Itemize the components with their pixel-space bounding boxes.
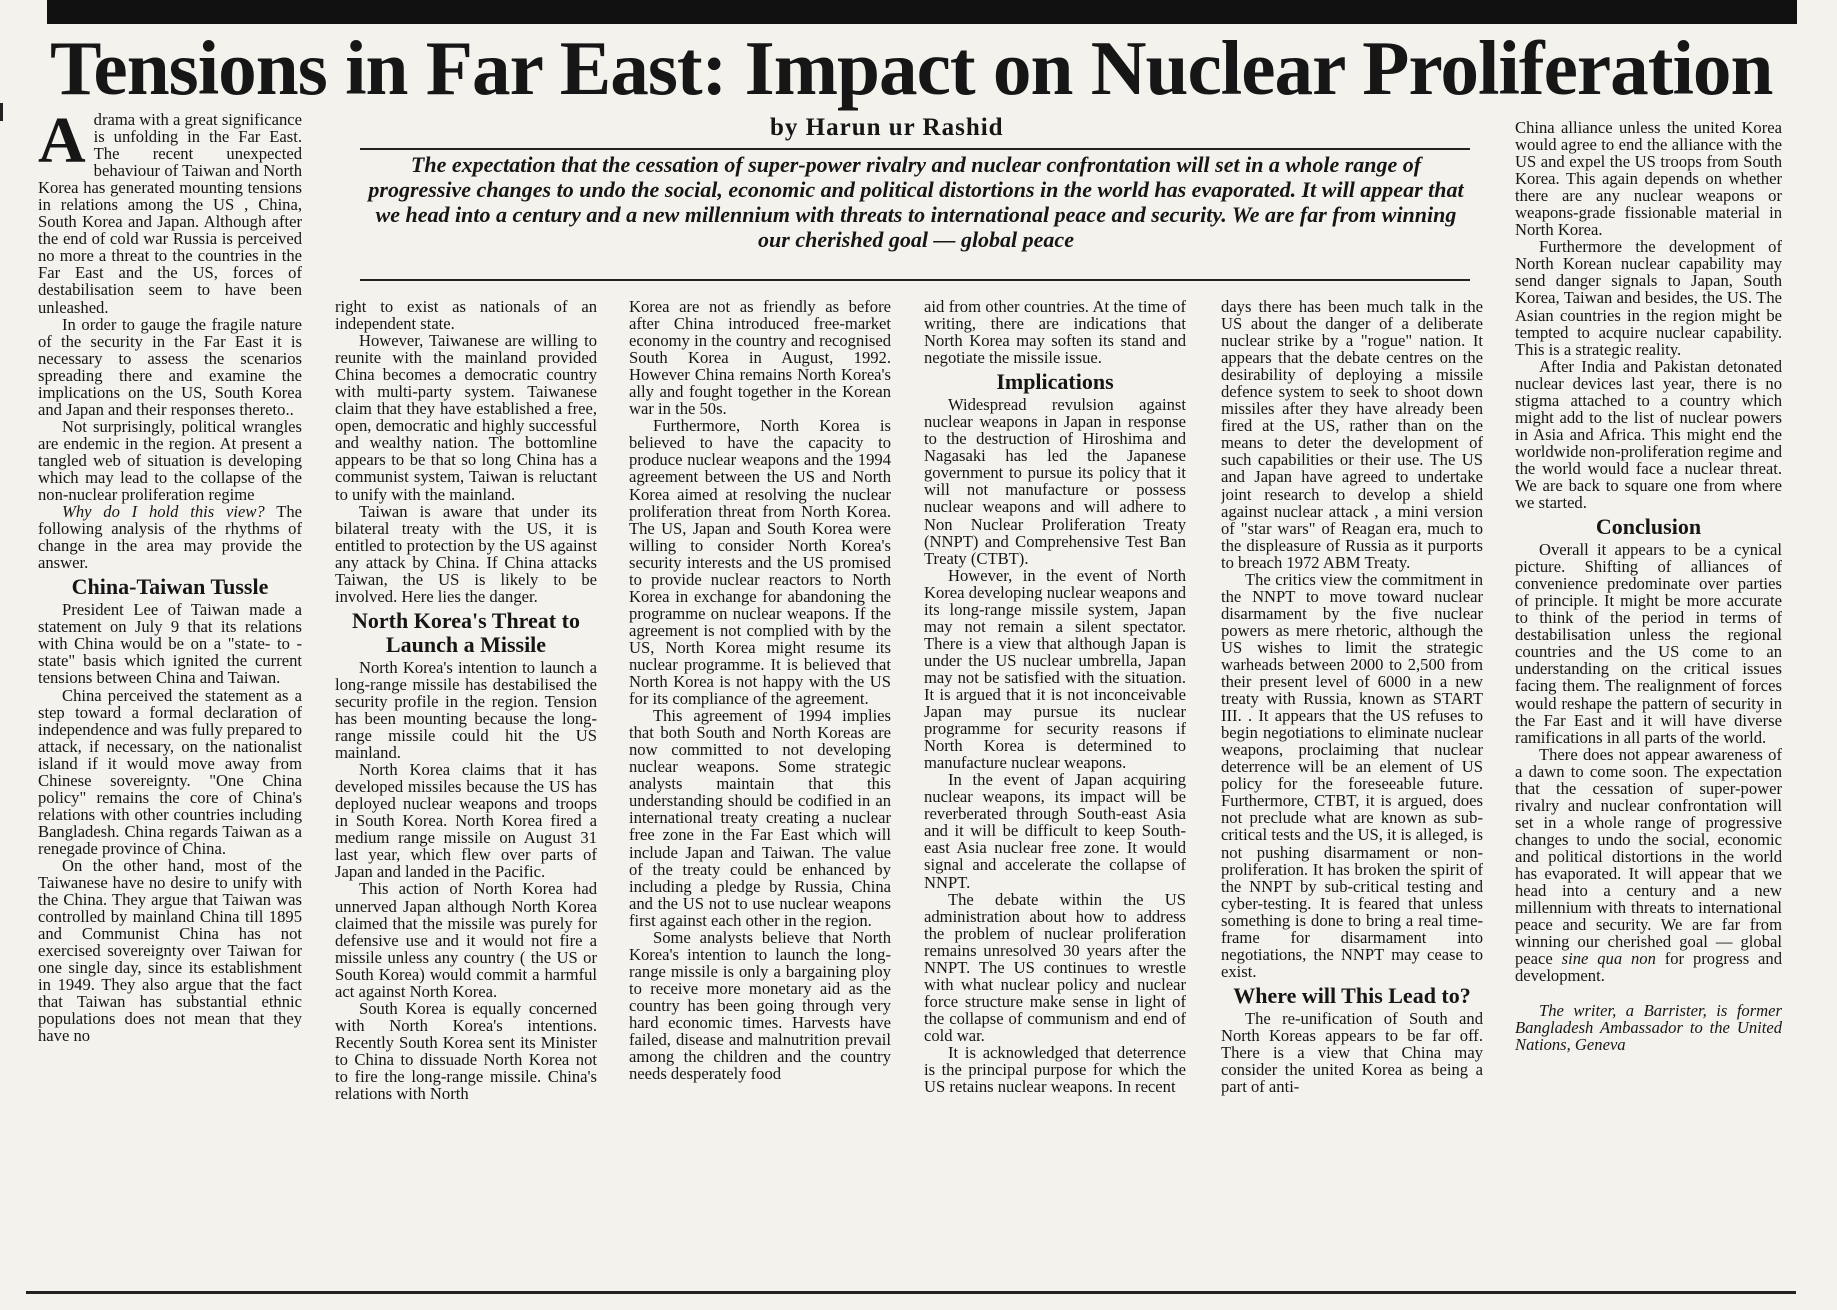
- paragraph-text: There does not appear awareness of a dawn to come soon. The expectation that the cessation of super-power rivalry and nuclear confrontation will set in a whole range of progressive changes to undo the social, economic and political distortions in the world has evaporated. It will appear that we head into a century and a new millennium with threats to international peace and security. We are far from winning our cherished goal — global peace: [1515, 744, 1782, 969]
- deck-top-rule: [360, 148, 1470, 150]
- paragraph: It is acknowledged that deterrence is the principal purpose for which the US retains nuclear weapons. In recent: [924, 1042, 1186, 1097]
- paragraph: On the other hand, most of the Taiwanese have no desire to unify with the China. They argue that Taiwan was controlled by mainland China till 1895 and Communist China has not exercised sovereignty over Taiwan for one single day, since its establishment in 1949. They also argue that the fact that Taiwan has substantial ethnic populations does not mean that they have no: [38, 855, 302, 1046]
- deck-bottom-rule: [360, 279, 1470, 281]
- paragraph-text: for progress and development.: [1515, 949, 1782, 986]
- column-3: [629, 298, 891, 1274]
- paragraph: China perceived the statement as a step toward a formal declaration of independence and was fully prepared to attack, if necessary, on the nationalist island if it would move away from Chinese sovereignty. "One China policy" remains the core of China's relations with other countries including Bangladesh. China regards Taiwan as a renegade province of China.: [38, 685, 302, 858]
- paragraph: After India and Pakistan detonated nuclear devices last year, there is no stigma attached to a country which might add to the list of nuclear powers in Asia and Africa. This might end the worldwide non-proliferation regime and the world would face a nuclear threat. We are back to square one from where we started.: [1515, 356, 1782, 513]
- paragraph: Furthermore, North Korea is believed to have the capacity to produce nuclear weapons and the 1994 agreement between the US and North Korea aimed at resolving the nuclear proliferation threat from North Korea. The US, Japan and South Korea were willing to consider North Korea's security interests and the US promised to provide nuclear reactors to North Korea in exchange for abandoning the programme on nuclear weapons. If the agreement is not complied with by the US, North Korea might resume its nuclear programme. It is believed that North Korea is not happy with the US for its compliance of the agreement.: [629, 416, 891, 709]
- paragraph: In the event of Japan acquiring nuclear weapons, its impact will be reverberated through South-east Asia and it will be difficult to keep South-east Asia nuclear free zone. It would signal and accelerate the collapse of NNPT.: [924, 770, 1186, 892]
- paragraph: The critics view the commitment in the NNPT to move toward nuclear disarmament by the five nuclear powers as mere rhetoric, although the US wishes to limit the strategic warheads between 2000 to 2,500 from their present level of 6000 in a new treaty with Russia, known as START III. . It appears that the US refuses to begin negotiations to eliminate nuclear weapons, proclaiming that nuclear deterrence will be an element of US policy for the foreseeable future. Furthermore, CTBT, it is argued, does not preclude what are known as sub-critical tests and the US, it is alleged, is not pushing disarmament or non-proliferation. It has broken the spirit of the NNPT by sub-critical testing and cyber-testing. It is feared that unless something is done to bring a real time-frame for disarmament into negotiations, the NNPT may cease to exist.: [1221, 569, 1483, 981]
- column-5: [1221, 298, 1483, 1274]
- paragraph: right to exist as nationals of an independent state.: [335, 298, 597, 334]
- paragraph: Furthermore the development of North Korean nuclear capability may send danger signals to Japan, South Korea, Taiwan and besides, the US. The Asian countries in the region might be tempted to acquire nuclear capability. This is a strategic reality.: [1515, 237, 1782, 359]
- column-6: [1515, 119, 1782, 1277]
- italic-phrase: sine qua non: [1561, 949, 1656, 969]
- paragraph: The re-unification of South and North Koreas appears to be far off. There is a view that China may consider the united Korea as being a part of anti-: [1221, 1008, 1483, 1097]
- subhead-implications: Implications: [996, 369, 1114, 395]
- byline: by Harun ur Rashid: [770, 114, 1004, 141]
- paragraph: This agreement of 1994 implies that both South and North Koreas are now committed to not developing nuclear weapons. Some strategic analysts maintain that this understanding should be codified in an international treaty creating a nuclear free zone in the Far East which will include Japan and Taiwan. The value of the treaty could be enhanced by including a pledge by Russia, China and the US not to use nuclear weapons first against each other in the region.: [629, 706, 891, 930]
- paragraph: days there has been much talk in the US about the danger of a deliberate nuclear strike by a "rogue" nation. It appears that the debate centres on the desirability of deploying a missile defence system to seek to shoot down missiles after they have already been fired at the US, rather than on the means to deter the development of such capabilities or their use. The US and Japan have agreed to undertake joint research to develop a shield against nuclear attack , a mini version of "star wars" of Reagan era, much to the displeasure of Russia as it purports to breach 1972 ABM Treaty.: [1221, 298, 1483, 572]
- paragraph: drama with a great significance is unfolding in the Far East. The recent unexpected behaviour of Taiwan and North Korea has generated mounting tensions in relations among the US , China, South Korea and Japan. Although after the end of cold war Russia is perceived no more a threat to the countries in the Far East and the US, forces of destabilisation seem to have been unleashed.: [38, 111, 302, 317]
- paragraph: The debate within the US administration about how to address the problem of nuclear proliferation remains unresolved 30 years after the NNPT. The US continues to wrestle with what nuclear policy and nuclear force structure make sense in light of the collapse of communism and end of cold war.: [924, 889, 1186, 1045]
- paragraph: In order to gauge the fragile nature of the security in the Far East it is necessary to assess the scenarios spreading there and examine the implications on the US, South Korea and Japan and their responses thereto..: [38, 314, 302, 419]
- page-edge-mark: [0, 103, 3, 121]
- subhead-where-will-this-lead: Where will This Lead to?: [1233, 982, 1471, 1008]
- paragraph: China alliance unless the united Korea would agree to end the alliance with the US and expel the US troops from South Korea. This again depends on whether there are any nuclear weapons or weapons-grade fissionable material in North Korea.: [1515, 119, 1782, 240]
- paragraph: aid from other countries. At the time of writing, there are indications that North Korea may soften its stand and negotiate the missile issue.: [924, 298, 1186, 368]
- paragraph: Widespread revulsion against nuclear weapons in Japan in response to the destruction of Hiroshima and Nagasaki has led the Japanese government to pursue its policy that it will not manufacture or possess nuclear weapons and will adhere to Non Nuclear Proliferation Treaty (NNPT) and Comprehensive Test Ban Treaty (CTBT).: [924, 395, 1186, 568]
- author-note: The writer, a Barrister, is former Bangladesh Ambassador to the United Nations, Geneva: [1515, 1001, 1782, 1055]
- italic-question: Why do I hold this view?: [62, 502, 265, 522]
- paragraph-text: The following analysis of the rhythms of change in the area may provide the answer.: [38, 502, 302, 573]
- bottom-rule: [26, 1291, 1796, 1294]
- column-1: [38, 111, 302, 1274]
- paragraph: However, in the event of North Korea developing nuclear weapons and its long-range missile system, Japan may not remain a silent spectator. There is a view that although Japan is under the US nuclear umbrella, Japan may not be satisfied with the situation. It is argued that it is not inconceivable Japan may pursue its nuclear programme for security reasons if North Korea is determined to manufacture nuclear weapons.: [924, 565, 1186, 773]
- paragraph: [1515, 746, 1782, 985]
- paragraph: Taiwan is aware that under its bilateral treaty with the US, it is entitled to protection by the US against any attack by China. If China attacks Taiwan, the US is likely to be involved. Here lies the danger.: [335, 501, 597, 606]
- paragraph: However, Taiwanese are willing to reunite with the mainland provided China becomes a democratic country with multi-party system. Taiwanese claim that they have established a free, open, democratic and highly successful and wealthy nation. The bottomline appears to be that so long China has a communist system, Taiwan is reluctant to unify with the mainland.: [335, 331, 597, 504]
- paragraph: [38, 503, 302, 571]
- paragraph: This action of North Korea had unnerved Japan although North Korea claimed that the missile was purely for defensive use and it would not fire a missile unless any country ( the US or South Korea) would commit a harmful act against North Korea.: [335, 879, 597, 1001]
- paragraph: Not surprisingly, political wrangles are endemic in the region. At present a tangled web of situation is developing which may lead to the collapse of the non-nuclear proliferation regime: [38, 416, 302, 505]
- paragraph: President Lee of Taiwan made a statement on July 9 that its relations with China would be on a "state- to -state" basis which ignited the current tensions between China and Taiwan.: [38, 600, 302, 688]
- subhead-north-korea-threat: North Korea's Threat to Launch a Missile: [352, 607, 580, 657]
- column-2: [335, 298, 597, 1274]
- top-black-bar: [47, 0, 1797, 24]
- paragraph: Some analysts believe that North Korea's intention to launch the long-range missile is only a bargaining ploy to receive more monetary aid as the country has been going through very hard economic times. Harvests have failed, disease and malnutrition prevail among the children and the country needs desperately food: [629, 927, 891, 1084]
- subhead-conclusion: Conclusion: [1595, 514, 1702, 540]
- paragraph: South Korea is equally concerned with North Korea's intentions. Recently South Korea sent its Minister to China to dissuade North Korea not to fire the long-range missile. China's relations with North: [335, 998, 597, 1104]
- drop-cap: A: [38, 111, 86, 177]
- deck-summary: The expectation that the cessation of super-power rivalry and nuclear confrontation will set in a whole range of progressive changes to undo the social, economic and political distortions in the world has evaporated. It will appear that we head into a century and a new millennium with threats to international peace and security. We are far from winning our cherished goal — global peace: [368, 152, 1464, 252]
- headline: Tensions in Far East: Impact on Nuclear Proliferation: [50, 25, 1773, 111]
- paragraph: North Korea claims that it has developed missiles because the US has deployed nuclear weapons and troops in South Korea. North Korea fired a medium range missile on August 31 last year, which flew over parts of Japan and landed in the Pacific.: [335, 760, 597, 882]
- paragraph: North Korea's intention to launch a long-range missile has destabilised the security profile in the region. Tension has been mounting because the long-range missile could hit the US mainland.: [335, 657, 597, 763]
- paragraph: Overall it appears to be a cynical picture. Shifting of alliances of convenience predominate over parties of principle. It might be more accurate to think of the period in terms of destabilisation unless the regional countries and the US come to an understanding on the critical issues facing them. The realignment of forces would reshape the pattern of security in the Far East and it will have diverse ramifications in all parts of the world.: [1515, 540, 1782, 747]
- subhead-china-taiwan: China-Taiwan Tussle: [71, 574, 269, 600]
- paragraph: Korea are not as friendly as before after China introduced free-market economy in the country and recognised South Korea in August, 1992. However China remains North Korea's ally and fought together in the Korean war in the 50s.: [629, 298, 891, 419]
- column-4: [924, 298, 1186, 1274]
